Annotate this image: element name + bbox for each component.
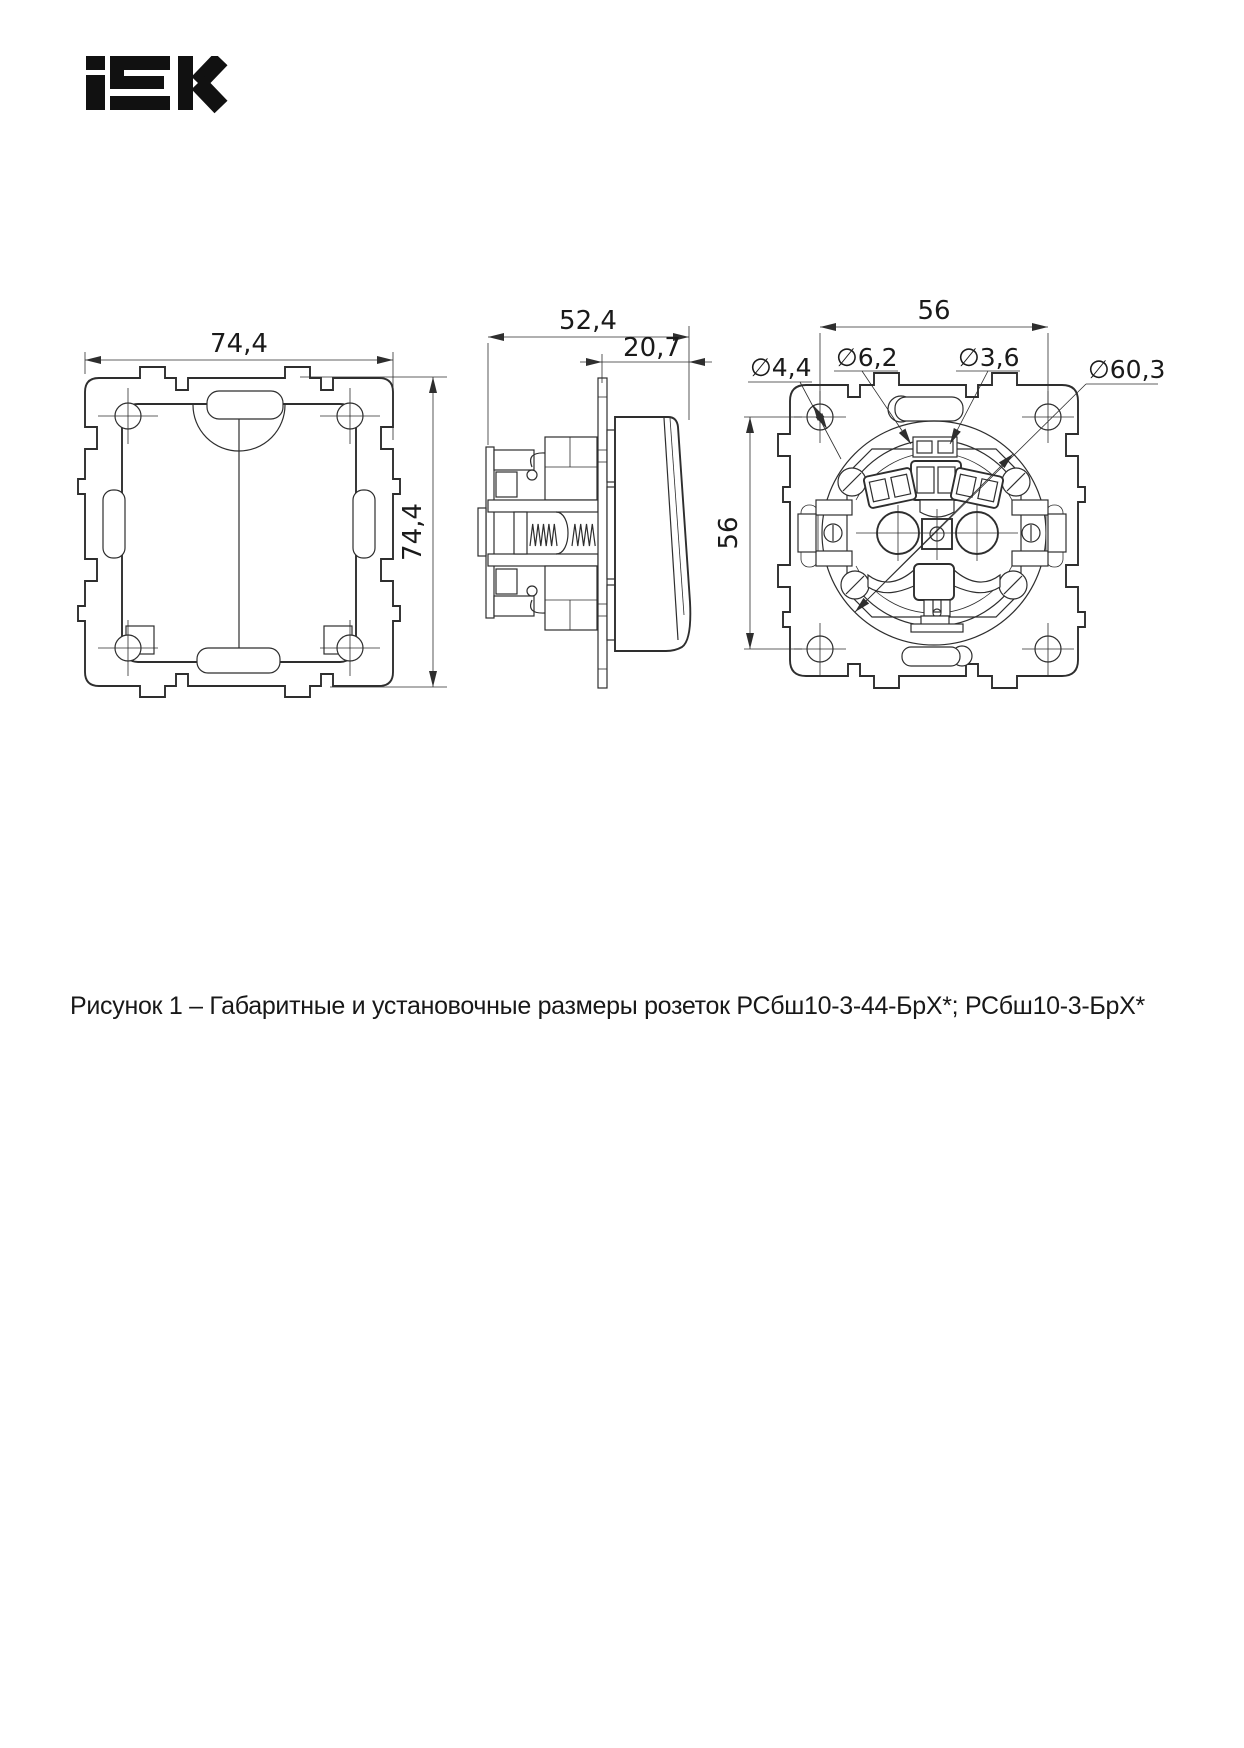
back-cable-clamp (868, 564, 1000, 632)
side-screw-thread-right (572, 524, 595, 546)
callout-box-diameter-label: ∅60,3 (1088, 355, 1166, 384)
back-left-terminal (863, 467, 917, 508)
back-right-wing (1012, 500, 1066, 567)
front-right-tab (353, 490, 375, 558)
front-width-dim-label: 74,4 (210, 329, 268, 359)
side-connector-upper (607, 430, 615, 482)
front-height-dim-label: 74,4 (398, 503, 428, 561)
callout-terminal-hole-label: ∅6,2 (836, 343, 898, 372)
side-cover-depth-dimension (580, 333, 712, 383)
side-connector-middle (607, 487, 615, 579)
front-bottom-tab (197, 648, 280, 673)
side-view (478, 306, 712, 688)
front-left-tab (103, 490, 125, 558)
front-top-tab (207, 391, 283, 419)
callout-terminal-hole (834, 343, 911, 444)
side-mechanism (478, 437, 598, 630)
figure-caption: Рисунок 1 – Габаритные и установочные размеры розеток РСбш10-3-44-БрХ*; РСбш10-3-БрХ* (70, 992, 1145, 1020)
side-connector-lower (607, 585, 615, 640)
back-vspacing-dim-label: 56 (714, 516, 744, 550)
back-hspacing-dim-label: 56 (917, 296, 951, 326)
callout-mount-hole-label: ∅4,4 (750, 353, 812, 382)
side-cover (615, 417, 690, 651)
side-screw-thread-left (530, 524, 557, 546)
callout-screw-label: ∅3,6 (958, 343, 1020, 372)
back-view (714, 296, 1165, 688)
back-vspacing-dimension (714, 417, 802, 649)
back-left-wing (798, 500, 852, 567)
back-top-terminal (911, 437, 961, 517)
side-depth-dim-label: 52,4 (559, 306, 617, 336)
side-frame-plate (598, 378, 607, 688)
side-cover-dim-label: 20,7 (623, 333, 681, 363)
front-view (78, 329, 447, 697)
back-centerlines (856, 505, 1018, 561)
callout-screw (950, 343, 1020, 444)
